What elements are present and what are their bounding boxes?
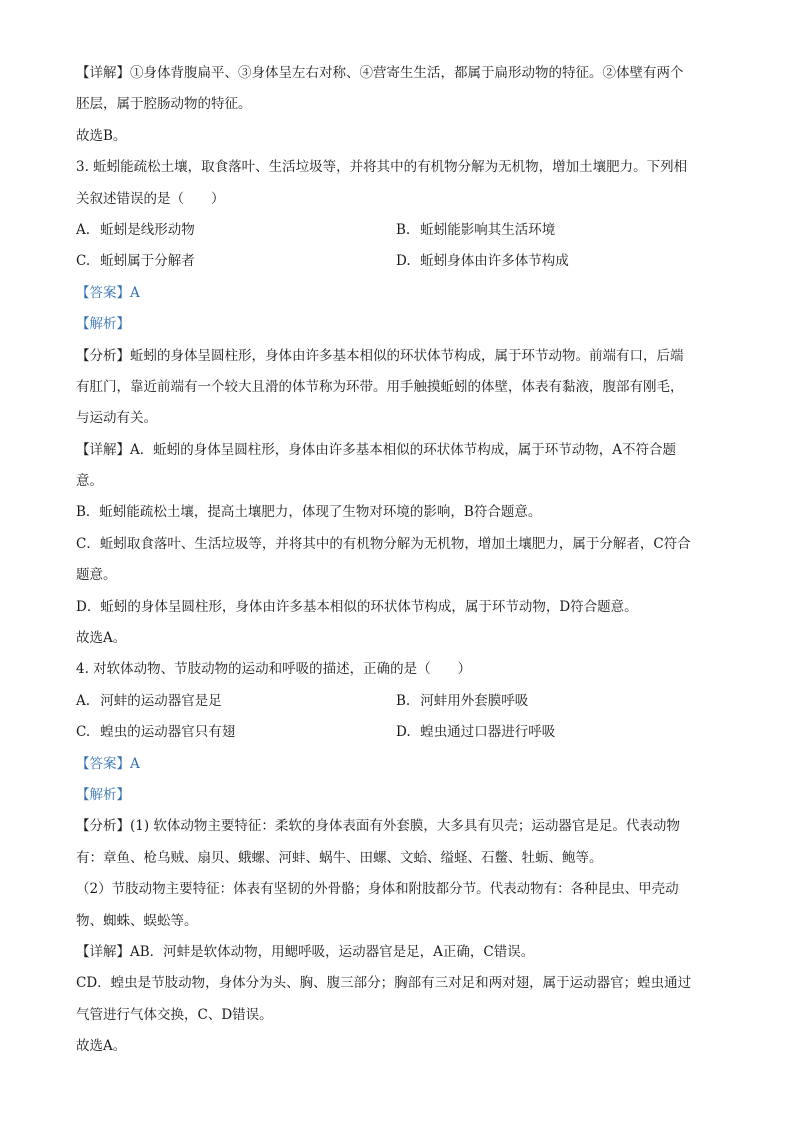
q3-option-c[interactable] xyxy=(76,246,396,277)
q3-detail-line-6: D．蚯蚓的身体呈圆柱形，身体由许多基本相似的环状体节构成，属于环节动物，D符合题意。 xyxy=(76,598,638,615)
prev-detail-line-2: 胚层，属于腔肠动物的特征。 xyxy=(76,96,252,113)
q4-fenxi-line-4: 物、蜘蛛、蜈蚣等。 xyxy=(76,912,198,929)
q3-option-b-key: B. xyxy=(396,221,411,238)
q3-option-a-key: A. xyxy=(76,221,91,238)
q3-option-a[interactable] xyxy=(76,215,396,246)
q3-stem-line-2: 关叙述错误的是（ ） xyxy=(76,190,225,207)
q4-option-b-key: B. xyxy=(396,692,411,709)
q3-fenxi-line-1: 【分析】蚯蚓的身体呈圆柱形，身体由许多基本相似的环状体节构成，属于环节动物。前端有口，后端 xyxy=(76,347,684,364)
q4-detail-line-1: 【详解】AB．河蚌是软体动物，用鳃呼吸，运动器官是足，A正确，C错误。 xyxy=(76,943,535,960)
q4-answer: 【答案】A xyxy=(76,755,140,772)
q4-option-d[interactable] xyxy=(396,717,716,748)
prev-detail-line-1: 【详解】①身体背腹扁平、③身体呈左右对称、④营寄生生活，都属于扁形动物的特征。②体壁有两个 xyxy=(76,65,684,81)
q3-detail-line-3: B．蚯蚓能疏松土壤，提高土壤肥力，体现了生物对环境的影响，B符合题意。 xyxy=(76,504,542,521)
q4-option-a-key: A. xyxy=(76,692,91,709)
q3-option-a-text: 蚯蚓是线形动物 xyxy=(100,221,195,238)
q3-detail-line-5: 题意。 xyxy=(76,567,117,584)
q3-detail-line-4: C．蚯蚓取食落叶、生活垃圾等，并将其中的有机物分解为无机物，增加土壤肥力，属于分解者，C符合 xyxy=(76,535,691,552)
q4-option-a-text: 河蚌的运动器官是足 xyxy=(100,692,222,709)
page-content xyxy=(76,58,716,1063)
q4-choice: 故选A。 xyxy=(76,1038,127,1055)
q4-options-row-2 xyxy=(76,717,716,748)
q4-fenxi-line-3: （2）节肢动物主要特征：体表有坚韧的外骨骼；身体和附肢都分节。代表动物有：各种昆虫、甲壳动 xyxy=(76,881,679,898)
q3-option-d-key: D. xyxy=(396,253,411,270)
q4-option-a[interactable] xyxy=(76,686,396,717)
q3-option-b[interactable] xyxy=(396,215,716,246)
q4-fenxi-line-1: 【分析】(1) 软体动物主要特征：柔软的身体表面有外套膜，大多具有贝壳；运动器官是足。代表动物 xyxy=(76,818,680,835)
q3-detail-line-2: 意。 xyxy=(76,473,103,490)
q4-option-c-text: 蝗虫的运动器官只有翅 xyxy=(100,724,236,741)
q3-choice: 故选A。 xyxy=(76,630,127,647)
prev-choice: 故选B。 xyxy=(76,127,127,144)
q3-option-d-text: 蚯蚓身体由许多体节构成 xyxy=(420,253,569,270)
q4-stem-line-1: 4. 对软体动物、节肢动物的运动和呼吸的描述，正确的是（ ） xyxy=(76,661,472,678)
q3-answer: 【答案】A xyxy=(76,284,140,301)
q4-option-c-key: C. xyxy=(76,724,91,741)
q3-options-row-2 xyxy=(76,246,716,277)
q4-option-d-text: 蝗虫通过口器进行呼吸 xyxy=(420,724,556,741)
q4-fenxi-line-2: 有：章鱼、枪乌贼、扇贝、蛾螺、河蚌、蜗牛、田螺、文蛤、缢蛏、石鳖、牡蛎、鲍等。 xyxy=(76,849,603,866)
q3-option-c-text: 蚯蚓属于分解者 xyxy=(100,253,195,270)
q4-options-row-1 xyxy=(76,686,716,717)
q3-option-d[interactable] xyxy=(396,246,716,277)
q3-detail-line-1: 【详解】A．蚯蚓的身体呈圆柱形，身体由许多基本相似的环状体节构成，属于环节动物，A不符合题 xyxy=(76,441,676,458)
q4-option-b[interactable] xyxy=(396,686,716,717)
q4-option-c[interactable] xyxy=(76,717,396,748)
q4-detail-line-2: CD．蝗虫是节肢动物，身体分为头、胸、腹三部分；胸部有三对足和两对翅，属于运动器官；蝗虫通过 xyxy=(76,975,692,992)
q4-analysis-label: 【解析】 xyxy=(76,786,130,803)
q3-stem-line-1: 3. 蚯蚓能疏松土壤，取食落叶、生活垃圾等，并将其中的有机物分解为无机物，增加土壤肥力。下列相 xyxy=(76,159,688,176)
q3-option-c-key: C. xyxy=(76,253,91,270)
q3-option-b-text: 蚯蚓能影响其生活环境 xyxy=(420,221,556,238)
q4-option-b-text: 河蚌用外套膜呼吸 xyxy=(420,692,529,709)
q4-option-d-key: D. xyxy=(396,724,411,741)
q3-analysis-label: 【解析】 xyxy=(76,316,130,333)
q3-fenxi-line-3: 与运动有关。 xyxy=(76,410,157,427)
q3-fenxi-line-2: 有肛门，靠近前端有一个较大且滑的体节称为环带。用手触摸蚯蚓的体壁，体表有黏液，腹部有刚毛， xyxy=(76,378,684,395)
q4-detail-line-3: 气管进行气体交换，C、D错误。 xyxy=(76,1006,273,1023)
q3-options-row-1 xyxy=(76,215,716,246)
